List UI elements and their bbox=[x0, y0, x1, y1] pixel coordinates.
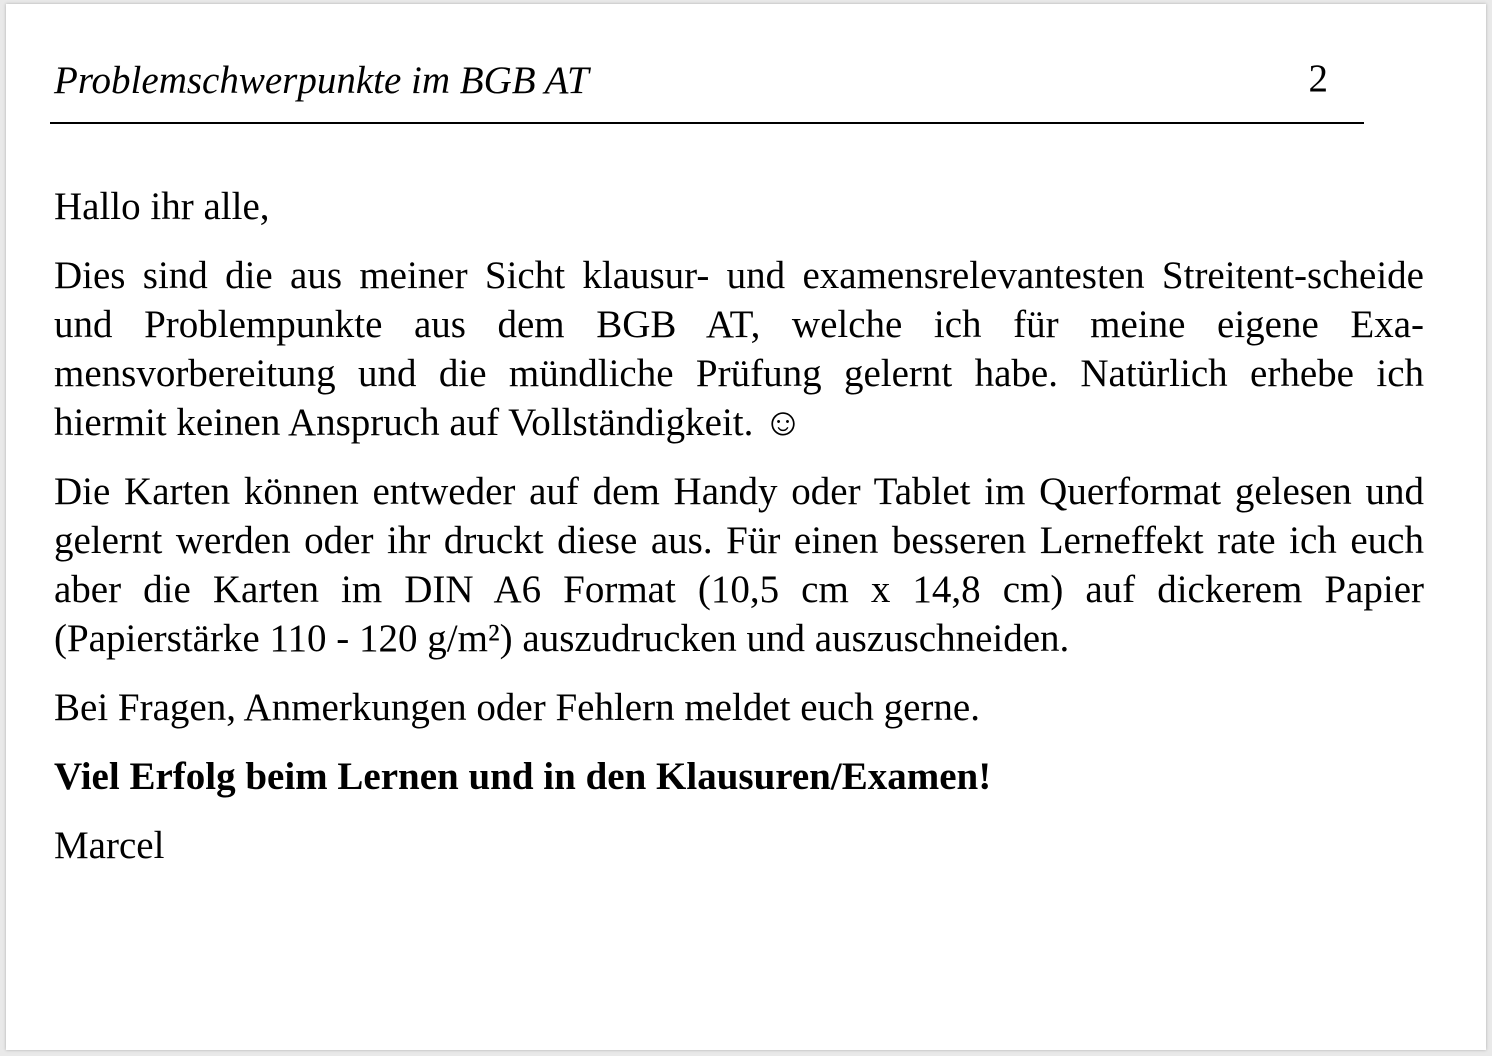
usage-paragraph: Die Karten können entweder auf dem Handy oder Tablet im Querformat gelesen und gelernt werden oder ihr druckt diese aus. Für einen besseren Lerneffekt rate ich euch aber die Karten im DIN A6 Format (10,5 cm x 14,8 cm) auf dickerem Papier (Papierstärke 110 - 120 g/m²) auszudrucken und auszuschneiden. bbox=[54, 470, 1424, 660]
greeting: Hallo ihr alle, bbox=[54, 185, 270, 228]
intro-paragraph: Dies sind die aus meiner Sicht klausur- und examensrelevantesten Streitent-scheide und Problempunkte aus dem BGB AT, welche ich für meine eigene Exa-mensvorbereitung und die mündliche Prüfung gelernt habe. Natürlich erhebe ich hiermit keinen Anspruch auf Vollständigkeit. ☺ bbox=[54, 254, 1424, 444]
document-page bbox=[6, 4, 1486, 1050]
page-number: 2 bbox=[1308, 57, 1328, 100]
page-header bbox=[50, 54, 1364, 124]
closing-wish: Viel Erfolg beim Lernen und in den Klausuren/Examen! bbox=[54, 755, 992, 798]
contact-paragraph: Bei Fragen, Anmerkungen oder Fehlern meldet euch gerne. bbox=[54, 686, 980, 729]
signature: Marcel bbox=[54, 824, 165, 867]
letter-body bbox=[54, 182, 1424, 890]
running-header-title: Problemschwerpunkte im BGB AT bbox=[54, 59, 589, 102]
